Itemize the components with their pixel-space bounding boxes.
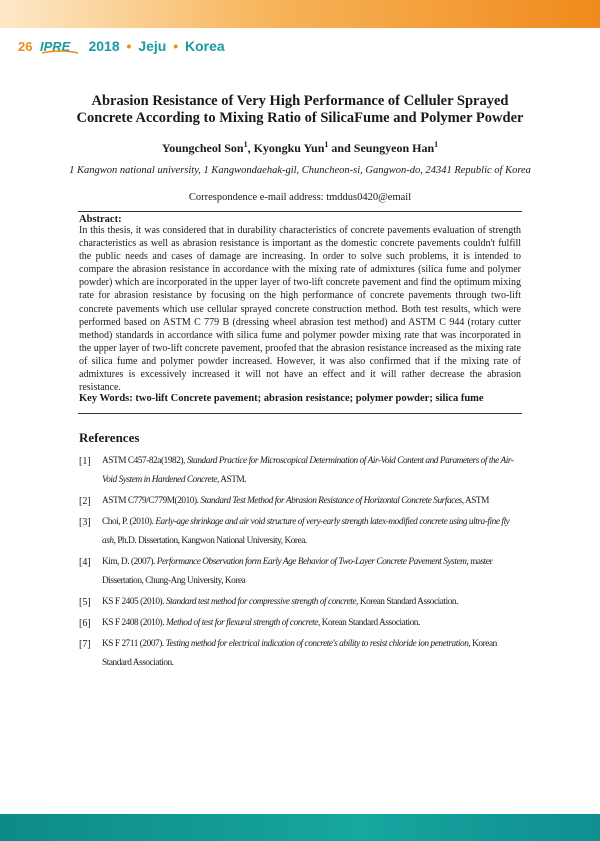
reference-authors: ASTM C779/C779M(2010). <box>102 496 201 506</box>
reference-text <box>102 614 521 633</box>
reference-text <box>102 593 521 612</box>
conference-city: Jeju <box>138 38 167 54</box>
conference-header <box>18 35 225 57</box>
correspondence-email: Correspondence e-mail address: tmddus0420@email <box>188 192 412 203</box>
author-separator: , <box>247 141 254 155</box>
author-separator: and <box>328 141 354 155</box>
reference-item <box>79 452 521 490</box>
reference-number: [3] <box>79 517 91 528</box>
footer-gradient-bar <box>0 814 600 841</box>
divider-bottom <box>78 413 522 414</box>
reference-authors: KS F 2408 (2010). <box>102 618 166 628</box>
reference-item <box>79 492 521 511</box>
reference-number: [1] <box>79 456 91 467</box>
conference-country: Korea <box>185 38 225 54</box>
reference-item <box>79 593 521 612</box>
title-line: Concrete According to Mixing Ratio of SilicaFume and Polymer Powder <box>76 110 524 126</box>
divider-top <box>78 211 522 212</box>
reference-authors: Kim, D. (2007). <box>102 557 157 567</box>
reference-text <box>102 553 521 591</box>
logo-text: IPRE <box>40 39 71 54</box>
paper-title <box>60 93 540 127</box>
references-list <box>79 452 521 675</box>
reference-text <box>102 635 521 673</box>
conference-year: 2018 <box>88 38 120 54</box>
title-line: Abrasion Resistance of Very High Performance of Celluler Sprayed <box>91 93 509 109</box>
reference-authors: KS F 2711 (2007). <box>102 639 166 649</box>
reference-item <box>79 635 521 673</box>
references-heading: References <box>79 430 140 445</box>
ipre-logo-icon <box>40 37 80 55</box>
reference-title: Testing method for electrical indication of concrete's ability to resist chloride ion penetration <box>165 639 469 649</box>
reference-title: Standard test method for compressive strength of concrete <box>165 597 357 607</box>
reference-authors: KS F 2405 (2010). <box>102 597 166 607</box>
reference-item <box>79 614 521 633</box>
reference-publisher: , master Dissertation, Chung-Ang University, Korea <box>102 557 493 586</box>
author-list <box>0 140 600 156</box>
author-name: Seungyeon Han <box>353 141 435 155</box>
keywords: Key Words: two-lift Concrete pavement; abrasion resistance; polymer powder; silica fume <box>79 393 484 404</box>
reference-title: Standard Test Method for Abrasion Resistance of Horizontal Concrete Surfaces <box>200 496 462 506</box>
conference-title <box>88 38 224 54</box>
reference-publisher: , ASTM <box>461 496 489 506</box>
reference-title: Performance Observation form Early Age Behavior of Two-Layer Concrete Pavement System <box>156 557 467 567</box>
author-name: Youngcheol Son <box>161 141 244 155</box>
author-name: Kyongku Yun <box>253 141 325 155</box>
reference-number: [7] <box>79 639 91 650</box>
reference-item <box>79 553 521 591</box>
separator-dot: • <box>173 38 179 54</box>
reference-title: Method of test for flexural strength of concrete <box>165 618 318 628</box>
author-affiliation-mark: 1 <box>434 140 439 149</box>
separator-dot: • <box>126 38 132 54</box>
header-gradient-bar <box>0 0 600 28</box>
reference-publisher: , Ph.D. Dissertation, Kangwon National University, Korea. <box>113 536 307 546</box>
author-affiliation-mark: 1 <box>324 140 329 149</box>
reference-text <box>102 513 521 551</box>
reference-publisher: , Korean Standard Association. <box>356 597 459 607</box>
reference-publisher: , Korean Standard Association. <box>102 639 497 668</box>
reference-number: [4] <box>79 557 91 568</box>
reference-text <box>102 452 521 490</box>
reference-authors: Choi, P. (2010). <box>102 517 156 527</box>
page-number: 26 <box>18 38 33 54</box>
reference-authors: ASTM C457-82a(1982), <box>102 456 187 466</box>
reference-text <box>102 492 521 511</box>
reference-number: [2] <box>79 496 91 507</box>
reference-publisher: , ASTM. <box>217 475 247 485</box>
reference-publisher: , Korean Standard Association. <box>317 618 420 628</box>
reference-item <box>79 513 521 551</box>
reference-number: [6] <box>79 618 91 629</box>
abstract-text: In this thesis, it was considered that in durability characteristics of concrete pavements evaluation of strength characteristics as well as abrasion resistance is important as the domestic concrete pavements couldn't fulfill the public needs and cases of damage are increasing. In order to solve such problems, it is intended to compare the abrasion resistance in accordance with the mixing rate of admixtures (silica fume and polymer powder) which are incorporated in the upper layer of two-lift concrete pavement and find the optimum mixing rate for abrasion resistance by focusing on the high performance of concrete pavements through two-lift concrete pavements which use cellular sprayed concrete construction method. Both test results, which were performed based on ASTM C 779 B (dressing wheel abrasion test method) and ASTM C 944 (rotary cutter method) standards in accordance with silica fume and polymer powder mixing rate that was incorporated in the upper layer of two-lift concrete pavement, proofed that the abrasion resistance increased as the mixing rate of silica fume and polymer powder increased. However, it was also confirmed that if the mixing rate of admixtures is excessively increased it will not have an effect and it will rather decrease the abrasion resistance. <box>79 225 521 394</box>
reference-title: Early-age shrinkage and air void structure of very-early strength latex-modified concrete using ultra-fine fly ash <box>102 517 510 546</box>
abstract-heading: Abstract: <box>79 214 122 225</box>
affiliation: 1 Kangwon national university, 1 Kangwondaehak-gil, Chuncheon-si, Gangwon-do, 24341 Republic of Korea <box>69 165 531 176</box>
reference-title: Standard Practice for Microscopical Determination of Air-Void Content and Parameters of the Air-Void System in Hardened Concrete <box>102 456 514 485</box>
author-affiliation-mark: 1 <box>243 140 248 149</box>
reference-number: [5] <box>79 597 91 608</box>
